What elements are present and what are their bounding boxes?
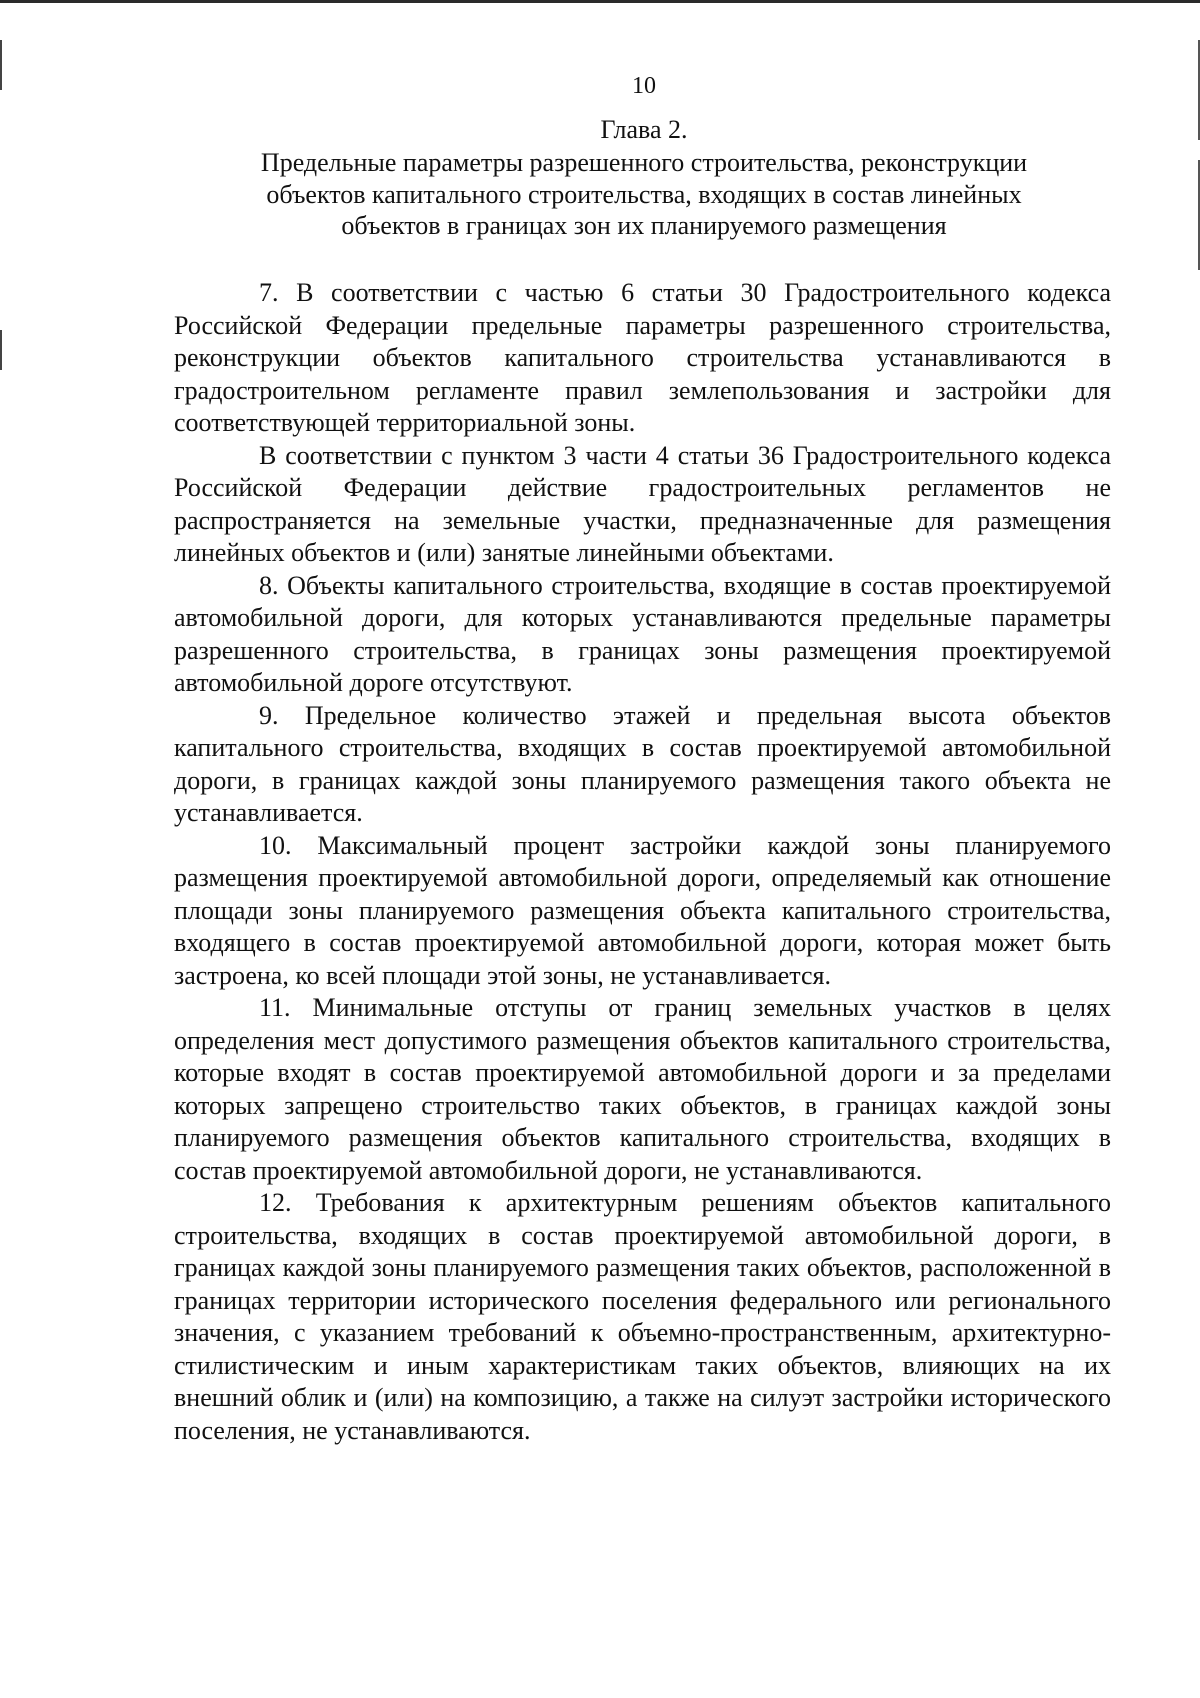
chapter-title-line: объектов в границах зон их планируемого размещения	[341, 211, 947, 240]
paragraph-9: 9. Предельное количество этажей и предельная высота объектов капитального строительства, входящих в состав проектируемой автомобильной дороги, в границах каждой зоны планируемого размещения такого объекта не устанавливается.	[174, 700, 1111, 827]
paragraph-11: 11. Минимальные отступы от границ земельных участков в целях определения мест допустимого размещения объектов капитального строительства, которые входят в состав проектируемой автомобильной дороги и за пределами которых запрещено строительство таких объектов, в границах каждой зоны планируемого размещения объектов капитального строительства, входящих в состав проектируемой автомобильной дороги, не устанавливаются.	[174, 993, 1111, 1185]
paragraph-8: 8. Объекты капитального строительства, входящие в состав проектируемой автомобильной дороги, для которых устанавливаются предельные параметры разрешенного строительства, в границах зоны размещения проектируемой автомобильной дороге отсутствуют.	[174, 570, 1111, 697]
body-text	[174, 277, 1111, 1447]
chapter-title	[200, 147, 1088, 242]
chapter-title-line: объектов капитального строительства, входящих в состав линейных	[266, 179, 1022, 209]
chapter-label: Глава 2.	[600, 115, 688, 144]
scan-edge-top	[0, 0, 1200, 3]
paragraph-7-continuation: В соответствии с пунктом 3 части 4 статьи 36 Градостроительного кодекса Российской Федерации действие градостроительных регламентов не распространяется на земельные участки, предназначенные для размещения линейных объектов и (или) занятые линейными объектами.	[174, 440, 1111, 567]
chapter-title-line: Предельные параметры разрешенного строительства, реконструкции	[260, 148, 1028, 177]
scan-edge-left-mark	[0, 330, 2, 370]
paragraph-7: 7. В соответствии с частью 6 статьи 30 Градостроительного кодекса Российской Федерации предельные параметры разрешенного строительства, реконструкции объектов капитального строительства устанавливаются в градостроительном регламенте правил землепользования и застройки для соответствующей территориальной зоны.	[174, 278, 1111, 437]
page-number: 10	[632, 73, 656, 99]
paragraph-10: 10. Максимальный процент застройки каждой зоны планируемого размещения проектируемой автомобильной дороги, определяемый как отношение площади зоны планируемого размещения объекта капитального строительства, входящего в состав проектируемой автомобильной дороги, которая может быть застроена, ко всей площади этой зоны, не устанавливается.	[174, 830, 1111, 990]
paragraph-12: 12. Требования к архитектурным решениям объектов капитального строительства, входящих в состав проектируемой автомобильной дороги, в границах каждой зоны планируемого размещения таких объектов, расположенной в границах территории исторического поселения федерального или регионального значения, с указанием требований к объемно-пространственным, архитектурно-стилистическим и иным характеристикам таких объектов, влияющих на их внешний облик и (или) на композицию, а также на силуэт застройки исторического поселения, не устанавливаются.	[174, 1188, 1111, 1445]
